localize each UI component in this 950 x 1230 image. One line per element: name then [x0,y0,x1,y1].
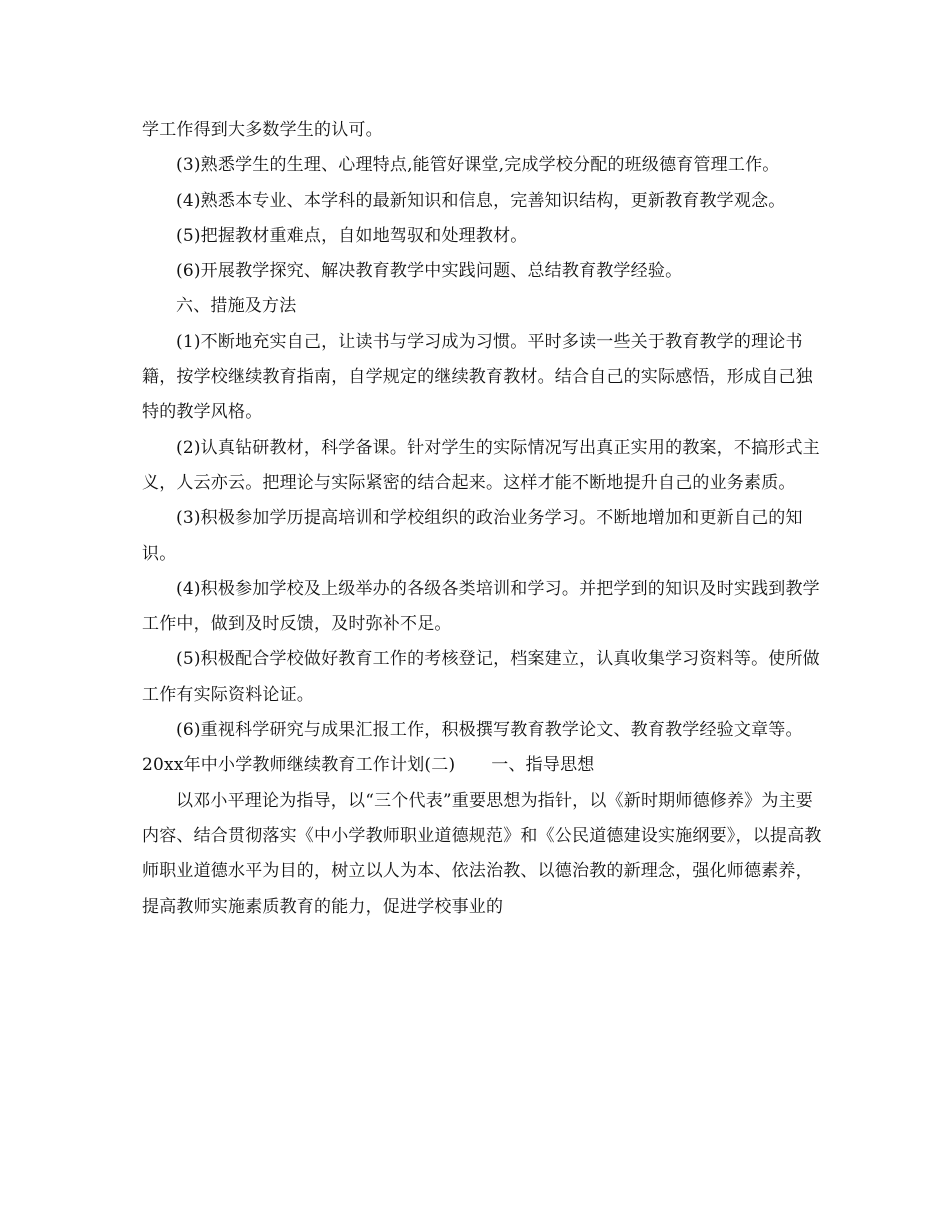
paragraph-measure-2-lesson-prep: (2)认真钻研教材，科学备课。针对学生的实际情况写出真正实用的教案，不搞形式主义，人云亦云。把理论与实际紧密的结合起来。这样才能不断地提升自己的业务素质。 [142,437,820,493]
paragraph-measure-5-records: (5)积极配合学校做好教育工作的考核登记，档案建立，认真收集学习资料等。使所做工作有实际资料论证。 [142,649,820,705]
paragraph-measure-1-reading: (1)不断地充实自己，让读书与学习成为习惯。平时多读一些关于教育教学的理论书籍，按学校继续教育指南，自学规定的继续教育教材。结合自己的实际感悟，形成自己独特的教学风格。 [142,331,813,423]
paragraph-item-4-knowledge: (4)熟悉本专业、本学科的最新知识和信息，完善知识结构，更新教育教学观念。 [176,190,786,211]
paragraph-guiding-thought: 以邓小平理论为指导，以“三个代表”重要思想为指针，以《新时期师德修养》为主要内容、结合贯彻落实《中小学教师职业道德规范》和《公民道德建设实施纲要》，以提高教师职业道德水平为目的，树立以人为本、依法治教、以德治教的新理念，强化师德素养，提高教师实施素质教育的能力，促进学校事业的 [142,790,822,917]
paragraph-measure-6-research: (6)重视科学研究与成果汇报工作，积极撰写教育教学论文、教育教学经验文章等。 [176,720,803,741]
plan-title: 20xx年中小学教师继续教育工作计划(二) [142,755,456,776]
paragraph-item-3-class-management: (3)熟悉学生的生理、心理特点,能管好课堂,完成学校分配的班级德育管理工作。 [176,155,780,176]
paragraph-measure-4-practice: (4)积极参加学校及上级举办的各级各类培训和学习。并把学到的知识及时实践到教学工作中，做到及时反馈，及时弥补不足。 [142,578,820,635]
section-heading-measures: 六、措施及方法 [176,296,297,317]
guiding-thought-heading: 一、指导思想 [491,755,595,776]
document-body [142,113,822,925]
paragraph-continuation: 学工作得到大多数学生的认可。 [142,120,383,140]
plan-title-line [142,748,822,783]
paragraph-measure-3-training: (3)积极参加学历提高培训和学校组织的政治业务学习。不断地增加和更新自己的知识。 [142,508,803,564]
paragraph-item-5-textbook: (5)把握教材重难点，自如地驾驭和处理教材。 [176,225,528,246]
paragraph-item-6-research: (6)开展教学探究、解决教育教学中实践问题、总结教育教学经验。 [176,261,683,282]
